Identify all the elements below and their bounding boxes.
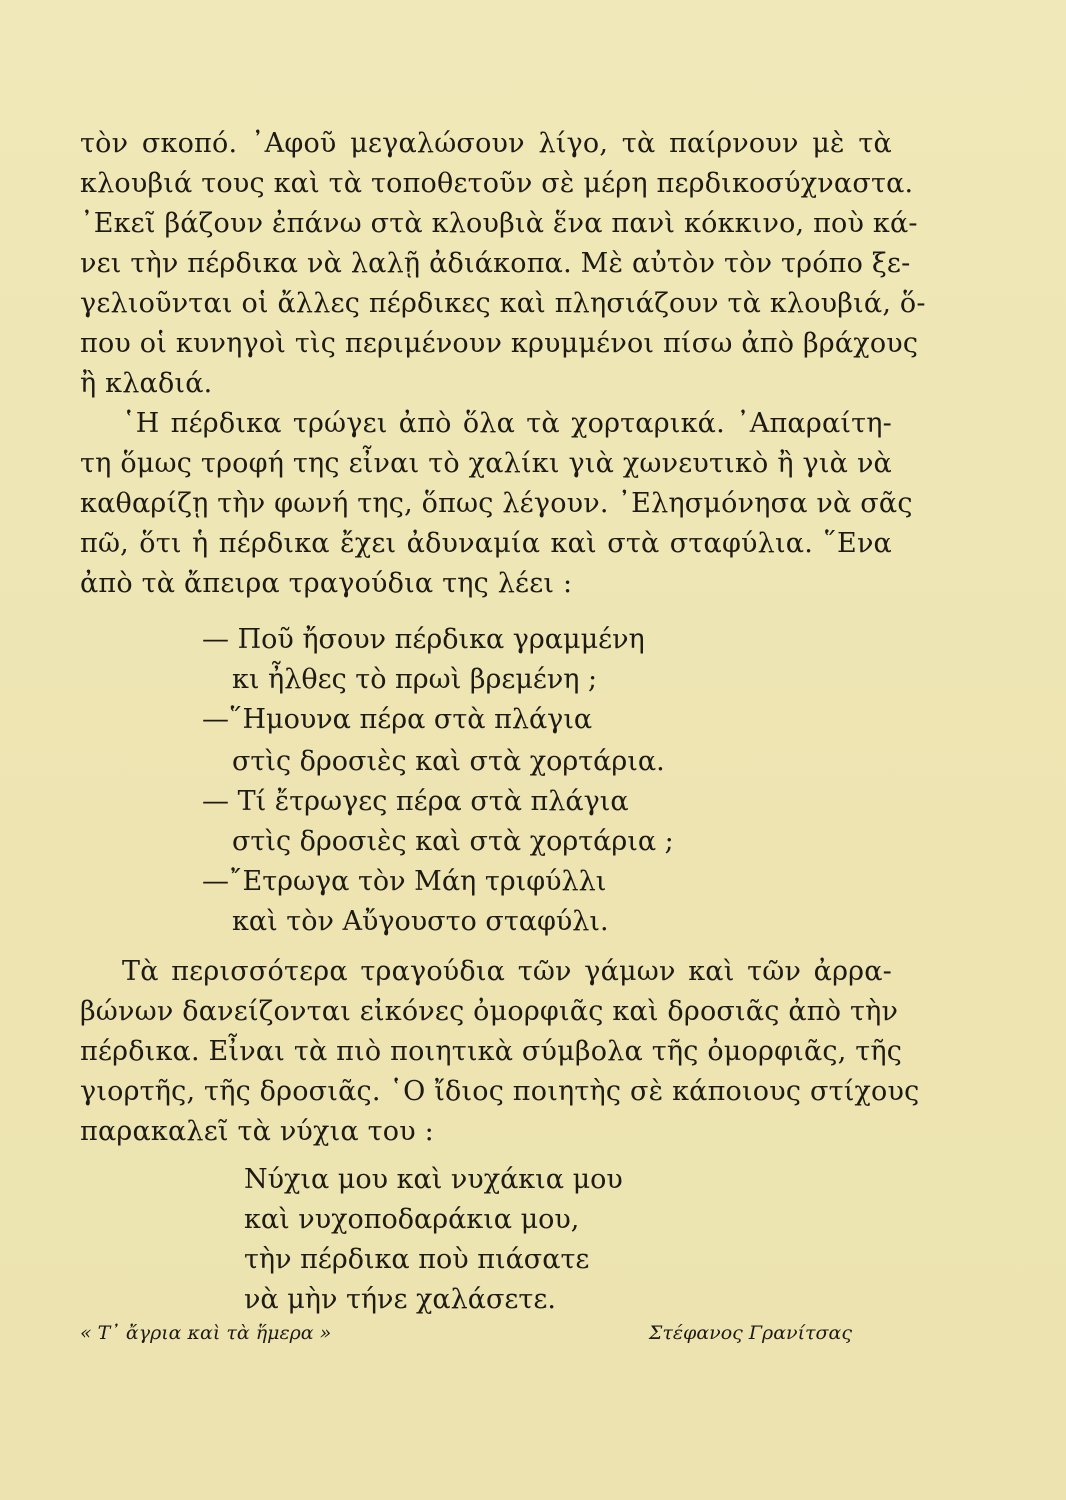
text-line: πῶ, ὅτι ἡ πέρδικα ἔχει ἀδυναμία καὶ στὰ σταφύλια. ῞Ενα bbox=[80, 528, 892, 559]
verse-line: καὶ τὸν Αὔγουστο σταφύλι. bbox=[232, 906, 609, 937]
verse-line: στὶς δροσιὲς καὶ στὰ χορτάρια. bbox=[232, 746, 665, 777]
verse-line: νὰ μὴν τήνε χαλάσετε. bbox=[244, 1284, 556, 1315]
text-line: ᾿Εκεῖ βάζουν ἐπάνω στὰ κλουβιὰ ἕνα πανὶ κόκκινο, ποὺ κά- bbox=[80, 208, 918, 239]
verse-line: —῎Ετρωγα τὸν Μάη τριφύλλι bbox=[202, 866, 607, 897]
verse-line: Νύχια μου καὶ νυχάκια μου bbox=[244, 1164, 623, 1195]
verse-line: —῞Ημουνα πέρα στὰ πλάγια bbox=[202, 704, 593, 735]
text-line: κλουβιά τους καὶ τὰ τοποθετοῦν σὲ μέρη περδικοσύχναστα. bbox=[80, 168, 914, 199]
text-line: παρακαλεῖ τὰ νύχια του : bbox=[80, 1116, 434, 1147]
text-line: ἀπὸ τὰ ἄπειρα τραγούδια της λέει : bbox=[80, 568, 573, 599]
verse-line: στὶς δροσιὲς καὶ στὰ χορτάρια ; bbox=[232, 826, 674, 857]
verse-line: — Ποῦ ἤσουν πέρδικα γραμμένη bbox=[202, 624, 645, 655]
source-citation: « Τ᾿ ἄγρια καὶ τὰ ἥμερα » bbox=[80, 1322, 332, 1344]
text-line: νει τὴν πέρδικα νὰ λαλῇ ἀδιάκοπα. Μὲ αὐτὸν τὸν τρόπο ξε- bbox=[80, 248, 911, 279]
author-name: Στέφανος Γρανίτσας bbox=[648, 1322, 852, 1344]
verse-line: τὴν πέρδικα ποὺ πιάσατε bbox=[244, 1244, 590, 1275]
verse-line: κι ἦλθες τὸ πρωὶ βρεμένη ; bbox=[232, 664, 598, 695]
text-line: Τὰ περισσότερα τραγούδια τῶν γάμων καὶ τῶν ἀρρα- bbox=[122, 956, 892, 987]
text-line: πέρδικα. Εἶναι τὰ πιὸ ποιητικὰ σύμβολα τῆς ὀμορφιᾶς, τῆς bbox=[80, 1036, 903, 1067]
verse-line: — Τί ἔτρωγες πέρα στὰ πλάγια bbox=[202, 786, 629, 817]
text-line: βώνων δανείζονται εἰκόνες ὀμορφιᾶς καὶ δροσιᾶς ἀπὸ τὴν bbox=[80, 996, 899, 1027]
text-line: καθαρίζῃ τὴν φωνή της, ὅπως λέγουν. ᾿Ελησμόνησα νὰ σᾶς bbox=[80, 488, 913, 519]
verse-line: καὶ νυχοποδαράκια μου, bbox=[244, 1204, 580, 1235]
text-line: τὸν σκοπό. ᾿Αφοῦ μεγαλώσουν λίγο, τὰ παίρνουν μὲ τὰ bbox=[80, 128, 892, 159]
text-line: που οἱ κυνηγοὶ τὶς περιμένουν κρυμμένοι πίσω ἀπὸ βράχους bbox=[80, 328, 919, 359]
text-line: γελιοῦνται οἱ ἄλλες πέρδικες καὶ πλησιάζουν τὰ κλουβιά, ὅ- bbox=[80, 288, 926, 319]
text-line: ἢ κλαδιά. bbox=[80, 368, 213, 399]
text-line: γιορτῆς, τῆς δροσιᾶς. ῾Ο ἴδιος ποιητὴς σὲ κάποιους στίχους bbox=[80, 1076, 920, 1107]
text-line: ῾Η πέρδικα τρώγει ἀπὸ ὅλα τὰ χορταρικά. ᾿Απαραίτη- bbox=[122, 408, 892, 439]
text-line: τη ὅμως τροφή της εἶναι τὸ χαλίκι γιὰ χωνευτικὸ ἢ γιὰ νὰ bbox=[80, 448, 892, 479]
